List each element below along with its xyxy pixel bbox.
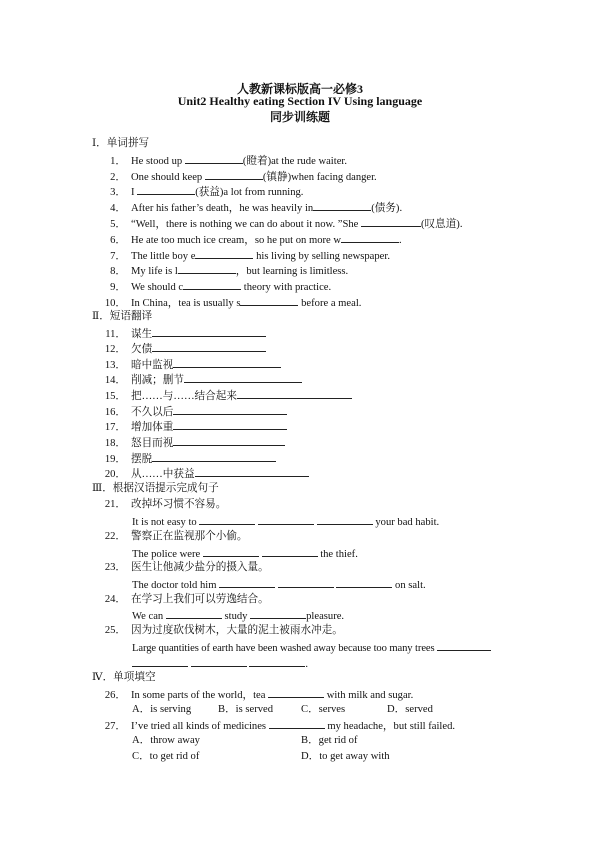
option-d[interactable]: D．served	[387, 704, 433, 715]
answer-blank[interactable]	[199, 514, 255, 525]
phrase-15: 15． 把……与……结合起来	[104, 388, 352, 404]
section-heading: Ⅳ．单项填空	[92, 672, 156, 683]
answer-blank[interactable]	[132, 656, 188, 667]
answer-blank[interactable]	[237, 388, 352, 399]
answer-blank[interactable]	[191, 656, 247, 667]
answer-blank[interactable]	[278, 577, 334, 588]
sentence-25-answer: Large quantities of earth have been washed away because too many trees	[132, 640, 491, 656]
answer-blank[interactable]	[166, 608, 222, 619]
phrase-19: 19． 摆脱	[104, 451, 276, 467]
section-heading: Ⅰ．单词拼写	[92, 138, 150, 149]
answer-blank[interactable]	[203, 546, 259, 557]
sentence-22-answer: The police were the thief.	[132, 546, 358, 562]
phrase-12: 12． 欠债	[104, 341, 266, 357]
question-10: 10． In China，tea is usually s before a meal.	[104, 295, 361, 311]
answer-blank[interactable]	[219, 577, 275, 588]
answer-blank[interactable]	[173, 404, 287, 415]
question-5: 5． “Well，there is nothing we can do about it now. ”She (叹息道).	[104, 216, 463, 232]
answer-blank[interactable]	[268, 687, 324, 698]
answer-blank[interactable]	[137, 184, 195, 195]
textbook-title: 人教新课标版高一必修3	[236, 82, 363, 96]
question-8: 8． My life is l ，but learning is limitless.	[104, 263, 348, 279]
answer-blank[interactable]	[152, 451, 276, 462]
question-6: 6． He ate too much ice cream，so he put on more w .	[104, 232, 402, 248]
answer-blank[interactable]	[336, 577, 392, 588]
answer-blank[interactable]	[262, 546, 318, 557]
sentence-24-answer: We can study pleasure.	[132, 608, 344, 624]
section-heading: Ⅲ．根据汉语提示完成句子	[92, 483, 219, 494]
question-1: 1． He stood up (瞪着)at the rude waiter.	[104, 153, 347, 169]
answer-blank[interactable]	[173, 357, 281, 368]
answer-blank[interactable]	[178, 263, 236, 274]
option-b[interactable]: B．get rid of	[301, 735, 358, 746]
unit-title: Unit2 Healthy eating Section IV Using language	[177, 94, 423, 108]
question-2: 2． One should keep (镇静)when facing danger.	[104, 169, 377, 185]
sentence-25-answer-cont: .	[132, 656, 308, 672]
answer-blank[interactable]	[250, 608, 306, 619]
answer-blank[interactable]	[240, 295, 298, 306]
phrase-18: 18． 怒目而视	[104, 435, 285, 451]
question-4: 4． After his father’s death，he was heavily in (债务).	[104, 200, 402, 216]
answer-blank[interactable]	[152, 341, 266, 352]
answer-blank[interactable]	[173, 435, 285, 446]
sentence-23-prompt: 23． 医生让他减少盐分的摄入量。	[104, 562, 269, 573]
exercise-title: 同步训练题	[269, 110, 330, 124]
answer-blank[interactable]	[249, 656, 305, 667]
answer-blank[interactable]	[317, 514, 373, 525]
answer-blank[interactable]	[341, 232, 399, 243]
question-9: 9． We should c theory with practice.	[104, 279, 331, 295]
answer-blank[interactable]	[361, 216, 421, 227]
phrase-11: 11． 谋生	[104, 326, 266, 342]
option-a[interactable]: A．is serving	[132, 704, 192, 715]
answer-blank[interactable]	[152, 326, 266, 337]
option-c[interactable]: C．serves	[301, 704, 346, 715]
sentence-24-prompt: 24． 在学习上我们可以劳逸结合。	[104, 594, 269, 605]
answer-blank[interactable]	[258, 514, 314, 525]
sentence-23-answer: The doctor told him on salt.	[132, 577, 426, 593]
option-c[interactable]: C．to get rid of	[132, 751, 200, 762]
option-a[interactable]: A．throw away	[132, 735, 200, 746]
mc-question-26: 26． In some parts of the world，tea with milk and sugar.	[104, 687, 413, 703]
answer-blank[interactable]	[195, 466, 309, 477]
answer-blank[interactable]	[195, 248, 253, 259]
phrase-20: 20． 从……中获益	[104, 466, 309, 482]
sentence-22-prompt: 22． 警察正在监视那个小偷。	[104, 531, 248, 542]
answer-blank[interactable]	[205, 169, 263, 180]
answer-blank[interactable]	[173, 419, 287, 430]
answer-blank[interactable]	[269, 718, 325, 729]
answer-blank[interactable]	[313, 200, 371, 211]
section-heading: Ⅱ．短语翻译	[92, 311, 153, 322]
option-d[interactable]: D．to get away with	[301, 751, 390, 762]
question-7: 7． The little boy e his living by selling newspaper.	[104, 248, 390, 264]
sentence-21-answer: It is not easy to your bad habit.	[132, 514, 439, 530]
phrase-13: 13． 暗中监视	[104, 357, 281, 373]
phrase-16: 16． 不久以后	[104, 404, 287, 420]
answer-blank[interactable]	[437, 640, 491, 651]
option-b[interactable]: B．is served	[218, 704, 274, 715]
question-3: 3． I (获益)a lot from running.	[104, 184, 303, 200]
answer-blank[interactable]	[185, 153, 243, 164]
phrase-17: 17． 增加体重	[104, 419, 287, 435]
sentence-21-prompt: 21． 改掉坏习惯不容易。	[104, 499, 227, 510]
sentence-25-prompt: 25． 因为过度砍伐树木，大量的泥土被雨水冲走。	[104, 625, 343, 636]
answer-blank[interactable]	[184, 372, 302, 383]
mc-question-27: 27． I’ve tried all kinds of medicines my headache，but still failed.	[104, 718, 455, 734]
phrase-14: 14． 削减；删节	[104, 372, 302, 388]
answer-blank[interactable]	[183, 279, 241, 290]
